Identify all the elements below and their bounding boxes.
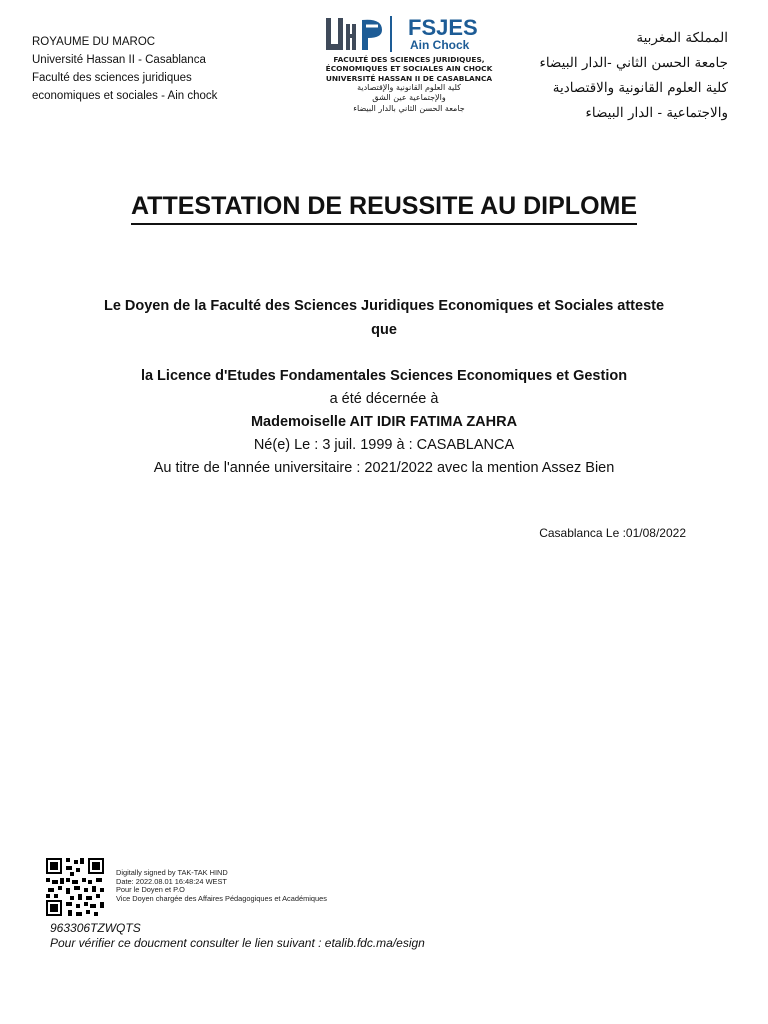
awarded-to: a été décernée à xyxy=(329,391,439,407)
document-title: ATTESTATION DE REUSSITE AU DIPLOME xyxy=(131,192,637,225)
signature-line: Digitally signed by TAK-TAK HIND xyxy=(116,868,228,877)
header-left-line: Faculté des sciences juridiques xyxy=(32,72,192,84)
intro-line: Le Doyen de la Faculté des Sciences Juridiques Economiques et Sociales atteste xyxy=(103,298,665,314)
attestation-body xyxy=(60,294,708,480)
header-left-line: ROYAUME DU MAROC xyxy=(32,36,156,48)
intro-line-2: que xyxy=(371,322,397,338)
logo-text-fr xyxy=(318,55,500,83)
header-right-line: المملكة المغربية xyxy=(636,30,728,46)
logo-line-fr: ÉCONOMIQUES ET SOCIALES AIN CHOCK xyxy=(325,64,493,74)
verification-note: Pour vérifier ce doucment consulter le lien suivant : etalib.fdc.ma/esign xyxy=(50,936,425,950)
title-wrap xyxy=(0,192,768,221)
header-left xyxy=(32,33,217,105)
diploma-name: la Licence d'Etudes Fondamentales Sciences Economiques et Gestion xyxy=(140,368,628,384)
verification-block xyxy=(50,921,425,950)
university-logo xyxy=(318,14,500,114)
header-right-line: جامعة الحسن الثاني -الدار البيضاء xyxy=(539,55,728,71)
logo-line-fr: UNIVERSITÉ HASSAN II DE CASABLANCA xyxy=(325,73,493,83)
birth-info: Né(e) Le : 3 juil. 1999 à : CASABLANCA xyxy=(253,437,515,453)
signature-line: Vice Doyen chargée des Affaires Pédagogiques et Académiques xyxy=(116,893,327,903)
signature-line: Date: 2022.08.01 16:48:24 WEST xyxy=(116,876,227,886)
verification-code: 963306TZWQTS xyxy=(50,921,141,935)
date-place: Casablanca Le :01/08/2022 xyxy=(539,526,686,540)
recipient-name: Mademoiselle AIT IDIR FATIMA ZAHRA xyxy=(250,414,518,430)
header-left-line: Université Hassan II - Casablanca xyxy=(32,54,206,66)
uh2c-emblem-icon xyxy=(324,14,396,54)
signature-line: Pour le Doyen et P.O xyxy=(116,885,185,895)
header-right-line: كلية العلوم القانونية والاقتصادية xyxy=(552,80,728,96)
digital-signature xyxy=(116,869,327,903)
header-left-line: economiques et sociales - Ain chock xyxy=(32,90,218,102)
logo-subtitle: Ain Chock xyxy=(410,38,470,52)
logo-mark xyxy=(318,14,500,54)
logo-line-fr: FACULTÉ DES SCIENCES JURIDIQUES, xyxy=(333,55,485,64)
year-mention: Au titre de l'année universitaire : 2021/2022 avec la mention Assez Bien xyxy=(153,460,615,476)
header-right-line: والاجتماعية - الدار البيضاء xyxy=(585,105,728,121)
logo-acronym: FSJES xyxy=(408,15,478,40)
logo-text-ar xyxy=(318,83,500,114)
header-right xyxy=(508,26,728,126)
logo-line-ar: والإجتماعية عين الشق xyxy=(372,93,446,103)
logo-line-ar: كلية العلوم القانونية والإقتصادية xyxy=(357,83,461,93)
logo-line-ar: جامعة الحسن الثاني بالدار البيضاء xyxy=(353,103,465,113)
qr-code xyxy=(46,858,104,916)
